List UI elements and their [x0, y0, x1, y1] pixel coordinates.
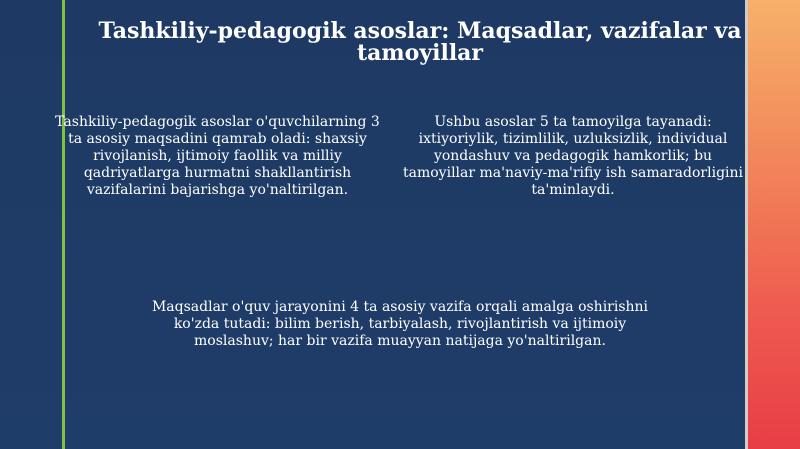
slide-title[interactable]: Tashkiliy-pedagogik asoslar: Maqsadlar, vazifalar va tamoyillar — [98, 18, 742, 66]
principles-text-box[interactable]: Ushbu asoslar 5 ta tamoyilga tayanadi: ixtiyoriylik, tizimlilik, uzluksizlik, individual yondashuv va pedagogik hamkorlik; bu tamoyillar ma'naviy-ma'rifiy ish samaradorligini ta'minlaydi. — [403, 114, 743, 198]
goals-text-box[interactable]: Tashkiliy-pedagogik asoslar o'quvchilarning 3 ta asosiy maqsadini qamrab oladi: shaxsiy rivojlanish, ijtimoiy faollik va milliy qadriyatlarga hurmatni shakllantirish vazifalarini bajarishga yo'naltirilgan. — [55, 114, 380, 198]
gradient-side-band — [748, 0, 800, 449]
tasks-text-box[interactable]: Maqsadlar o'quv jarayonini 4 ta asosiy vazifa orqali amalga oshirishni ko'zda tutadi: bilim berish, tarbiyalash, rivojlantirish va ijtimoiy moslashuv; har bir vazifa muayyan natijaga yo'naltirilgan. — [151, 299, 649, 349]
green-accent-line — [62, 0, 65, 449]
